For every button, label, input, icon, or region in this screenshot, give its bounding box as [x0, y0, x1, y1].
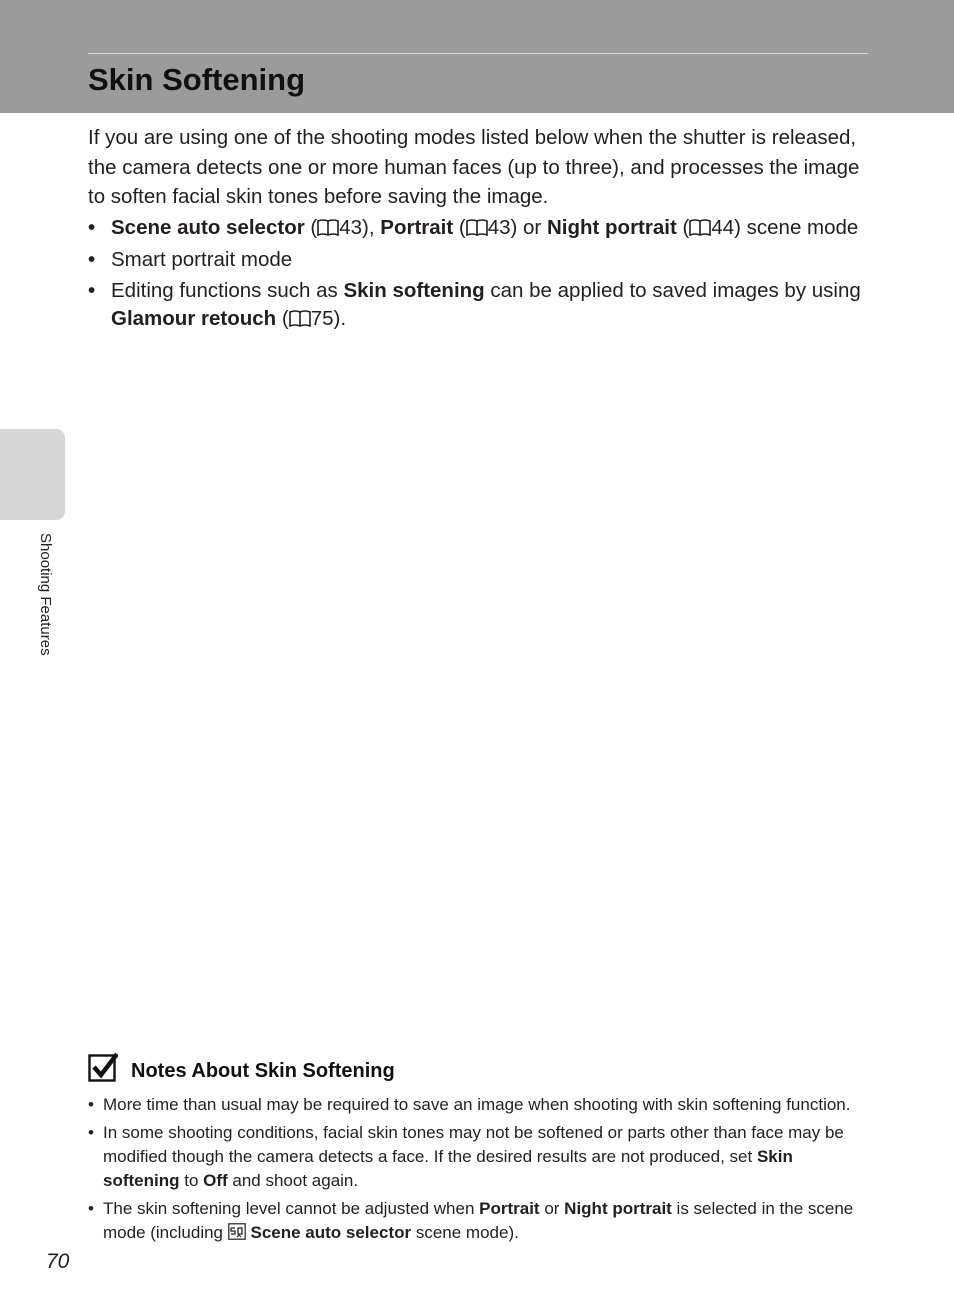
skin-softening-term: Skin softening — [343, 279, 485, 302]
side-tab-label: Shooting Features — [37, 533, 54, 656]
portrait-term: Portrait — [380, 216, 454, 239]
page-ref: 43) or — [487, 216, 547, 239]
skin-softening-term: Skin softening — [103, 1147, 793, 1190]
text-run: Editing functions such as — [111, 279, 344, 302]
header-rule — [88, 53, 868, 54]
night-portrait-term: Night portrait — [564, 1199, 672, 1218]
note-item — [88, 1197, 858, 1245]
smart-portrait-text: Smart portrait mode — [111, 247, 293, 271]
bullet: • — [88, 1123, 94, 1142]
page-ref: 75). — [310, 306, 347, 330]
book-icon — [317, 219, 339, 236]
text-run: or — [539, 1199, 565, 1218]
notes-heading: Notes About Skin Softening — [131, 1060, 395, 1082]
scene-auto-icon — [228, 1223, 246, 1240]
text-run: can be applied to saved images by using — [484, 279, 861, 302]
off-term: Off — [203, 1171, 228, 1190]
page-ref: 43), — [339, 216, 381, 239]
ref-paren: ( — [676, 216, 690, 239]
ref-paren: ( — [453, 216, 466, 239]
scene-auto-selector-term: Scene auto selector — [250, 1223, 412, 1242]
list-item — [88, 214, 868, 242]
bullet: • — [88, 247, 96, 271]
note-item — [88, 1093, 858, 1117]
list-item — [88, 277, 868, 332]
ref-paren: ( — [276, 306, 289, 330]
book-icon — [466, 219, 488, 236]
text-run: In some shooting conditions, facial skin tones may not be softened or parts other than face may be modified though the camera detects a face. If the desired results are not produced, set — [103, 1123, 844, 1166]
text-run: and shoot again. — [227, 1171, 359, 1190]
note-item — [88, 1121, 858, 1193]
glamour-retouch-term: Glamour retouch — [111, 306, 277, 330]
text-run: The skin softening level cannot be adjusted when — [103, 1199, 480, 1218]
page-number: 70 — [46, 1250, 70, 1273]
header-band — [0, 0, 954, 113]
text-run: to — [179, 1171, 204, 1190]
notes-list — [88, 1093, 858, 1249]
text-run: scene mode). — [411, 1223, 519, 1242]
book-icon — [689, 219, 711, 236]
book-icon — [289, 310, 311, 327]
bullet: • — [88, 279, 96, 302]
bullet: • — [88, 1095, 94, 1114]
page-ref: 44) scene mode — [711, 216, 859, 239]
ref-paren: ( — [304, 216, 318, 239]
bullet: • — [88, 216, 96, 239]
list-item — [88, 246, 868, 274]
page-title: Skin Softening — [88, 62, 305, 97]
side-tab — [0, 429, 65, 520]
bullet: • — [88, 1199, 94, 1218]
text-run: is selected in the scene mode (including — [103, 1199, 854, 1242]
night-portrait-term: Night portrait — [546, 216, 677, 239]
note-text: More time than usual may be required to save an image when shooting with skin softening function. — [103, 1095, 851, 1114]
scene-auto-selector-term: Scene auto selector — [111, 216, 305, 239]
check-icon — [88, 1052, 118, 1082]
portrait-term: Portrait — [479, 1199, 540, 1218]
intro-paragraph: If you are using one of the shooting modes listed below when the shutter is released, the camera detects one or more human faces (up to three), and processes the image to soften facial skin tones before saving the image. — [88, 126, 860, 208]
mode-list — [88, 214, 868, 336]
